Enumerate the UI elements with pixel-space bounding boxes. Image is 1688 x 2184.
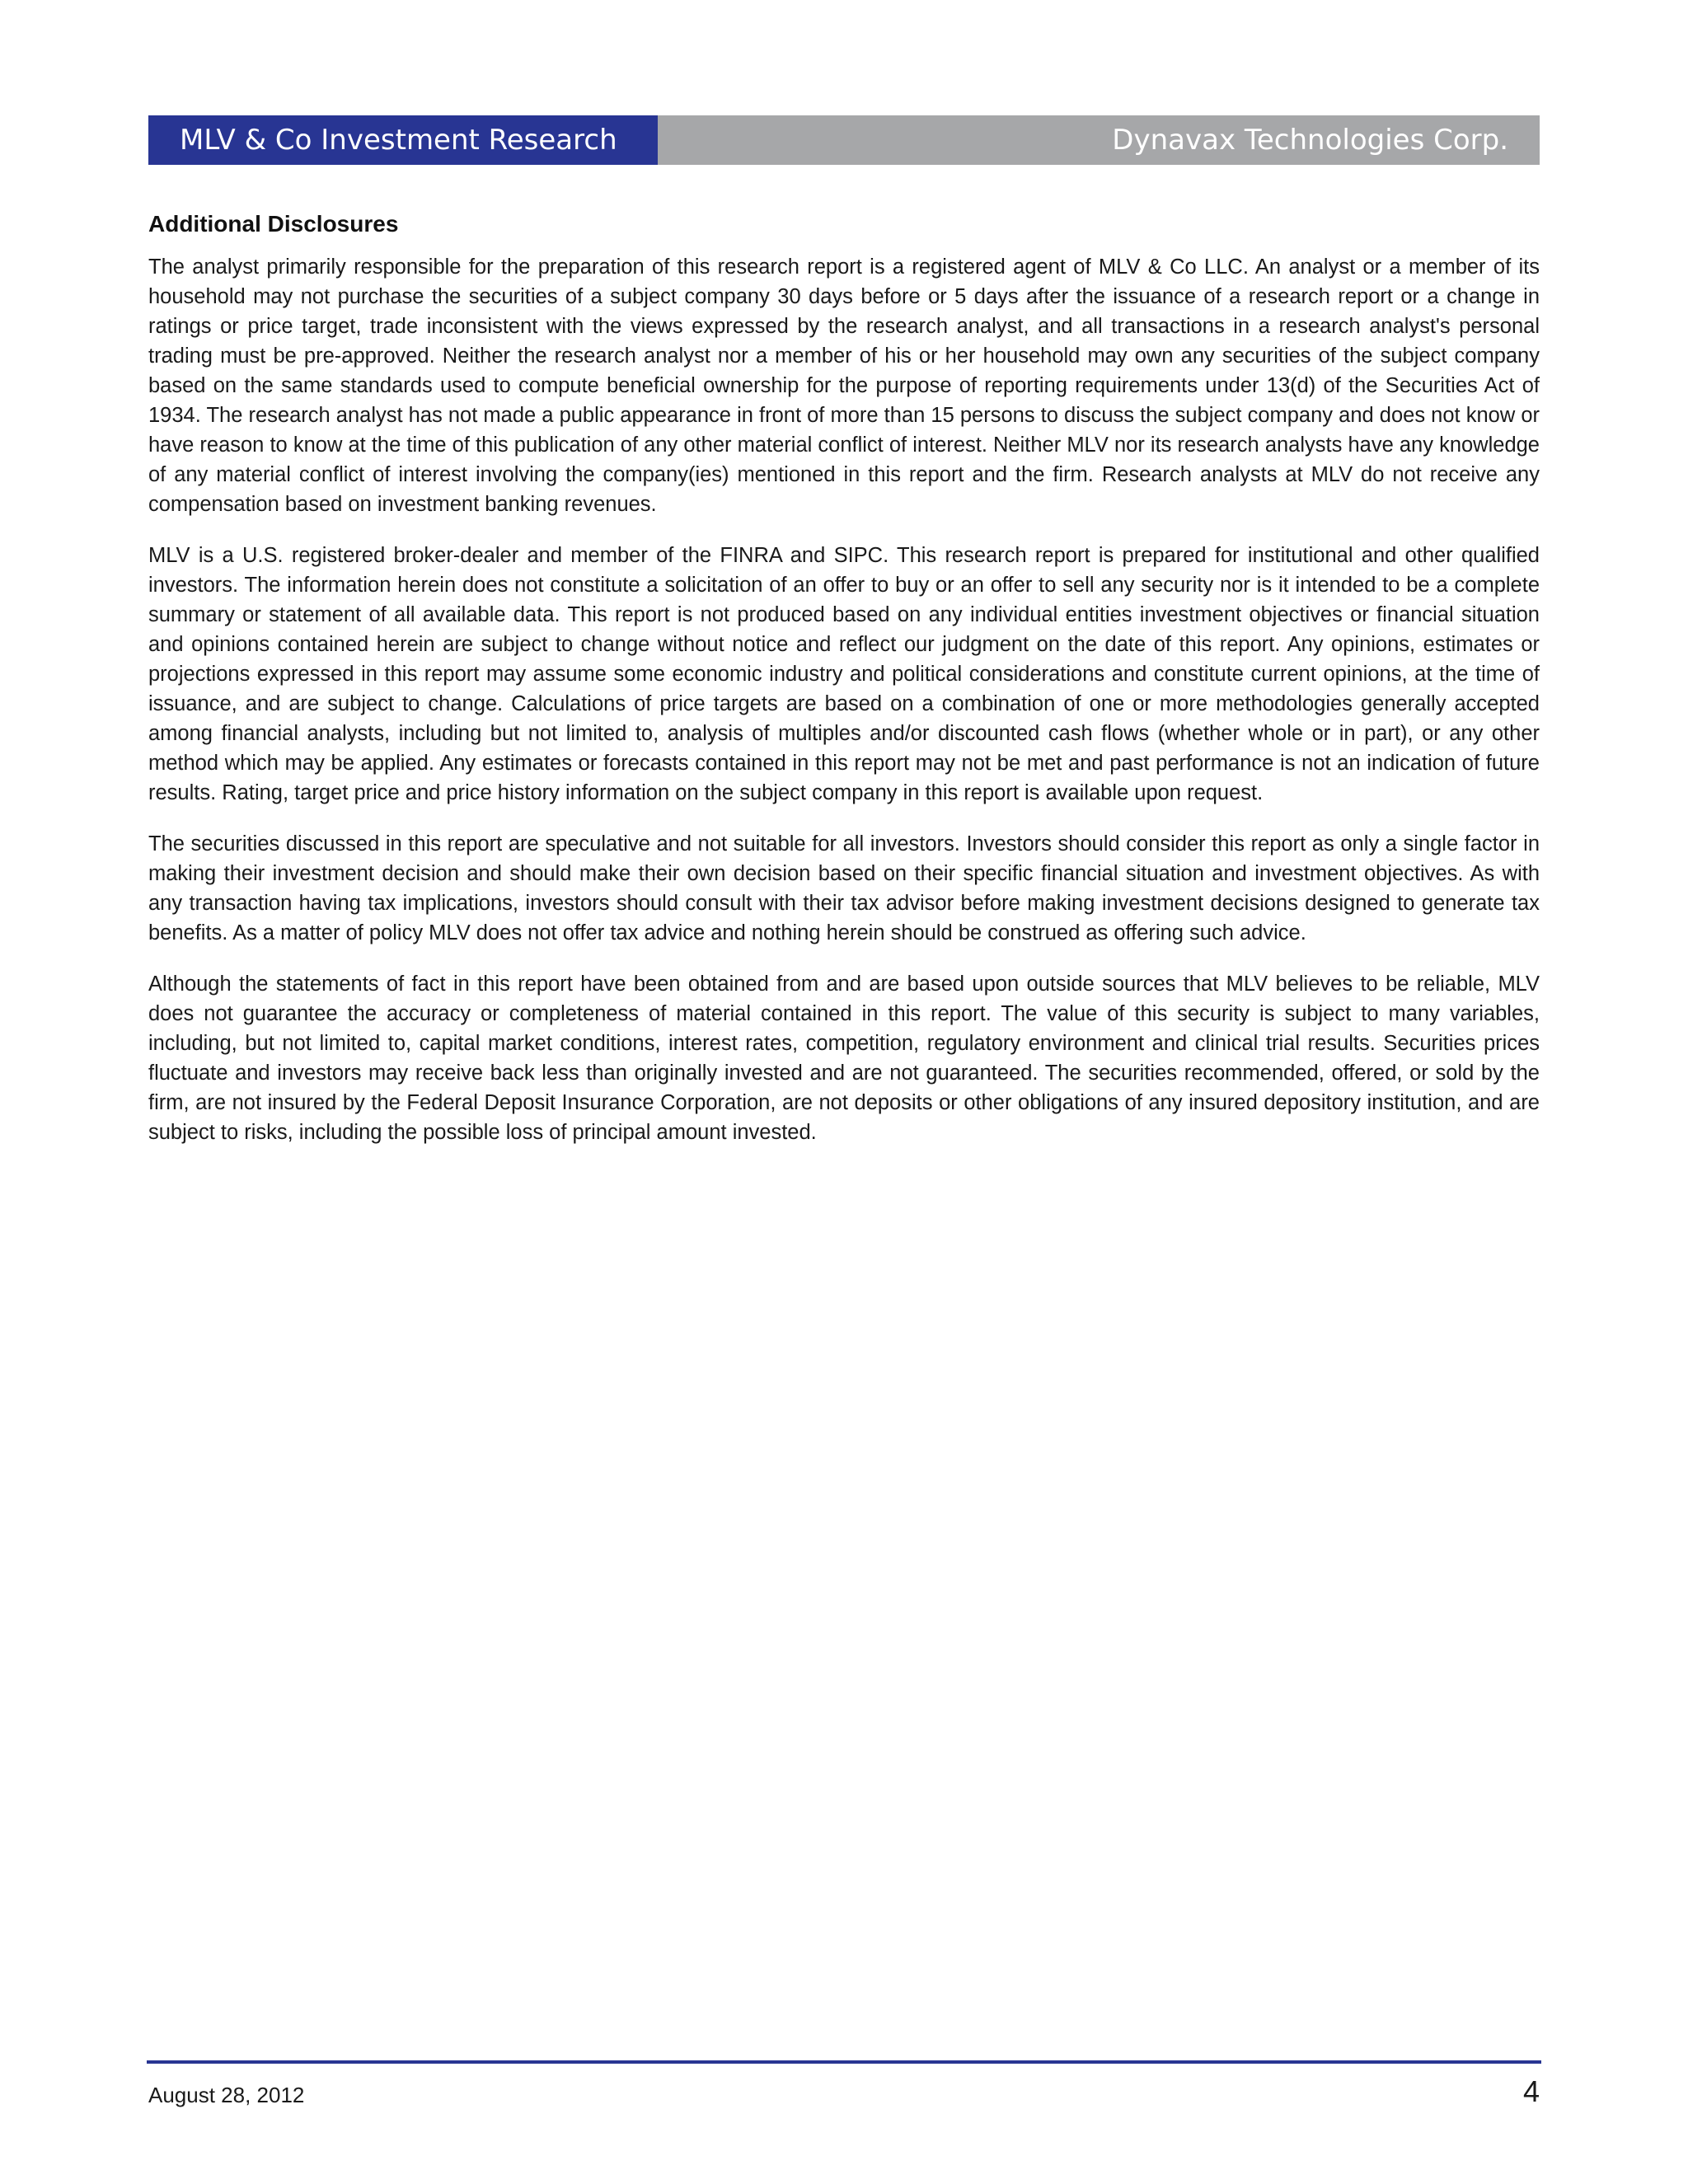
company-title: Dynavax Technologies Corp. [658, 115, 1540, 165]
disclosure-paragraph: MLV is a U.S. registered broker-dealer and member of the FINRA and SIPC. This research report is prepared for institutional and other qualified investors. The information herein does not constitute a solicitation of an offer to buy or an offer to sell any security nor is it intended to be a complete summary or statement of all available data. This report is not produced based on any individual entities investment objectives or financial situation and opinions contained herein are subject to change without notice and reflect our judgment on the date of this report. Any opinions, estimates or projections expressed in this report may assume some economic industry and political considerations and constitute current opinions, at the time of issuance, and are subject to change. Calculations of price targets are based on a combination of one or more methodologies generally accepted among financial analysts, including but not limited to, analysis of multiples and/or discounted cash flows (whether whole or in part), or any other method which may be applied. Any estimates or forecasts contained in this report may not be met and past performance is not an indication of future results. Rating, target price and price history information on the subject company in this report is available upon request. [148, 544, 1540, 804]
footer-date: August 28, 2012 [148, 2083, 305, 2107]
disclosure-paragraph: Although the statements of fact in this report have been obtained from and are based upon outside sources that MLV believes to be reliable, MLV does not guarantee the accuracy or completeness of material contained in this report. The value of this security is subject to many variables, including, but not limited to, capital market conditions, interest rates, competition, regulatory environment and clinical trial results. Securities prices fluctuate and investors may receive back less than originally invested and are not guaranteed. The securities recommended, offered, or sold by the firm, are not insured by the Federal Deposit Insurance Corporation, are not deposits or other obligations of any insured depository institution, and are subject to risks, including the possible loss of principal amount invested. [148, 972, 1540, 1144]
disclosures-section [148, 206, 1540, 1169]
disclosure-paragraph: The securities discussed in this report are speculative and not suitable for all investors. Investors should consider this report as only a single factor in making their investment decision and should make their own decision based on their specific financial situation and investment objectives. As with any transaction having tax implications, investors should consult with their tax advisor before making investment decisions designed to generate tax benefits. As a matter of policy MLV does not offer tax advice and nothing herein should be construed as offering such advice. [148, 832, 1540, 944]
disclosure-paragraph: The analyst primarily responsible for the preparation of this research report is a registered agent of MLV & Co LLC. An analyst or a member of its household may not purchase the securities of a subject company 30 days before or 5 days after the issuance of a research report or a change in ratings or price target, trade inconsistent with the views expressed by the research analyst, and all transactions in a research analyst's personal trading must be pre-approved. Neither the research analyst nor a member of his or her household may own any securities of the subject company based on the same standards used to compute beneficial ownership for the purpose of reporting requirements under 13(d) of the Securities Act of 1934. The research analyst has not made a public appearance in front of more than 15 persons to discuss the subject company and does not know or have reason to know at the time of this publication of any other material conflict of interest. Neither MLV nor its research analysts have any knowledge of any material conflict of interest involving the company(ies) mentioned in this report and the firm. Research analysts at MLV do not receive any compensation based on investment banking revenues. [148, 255, 1540, 516]
report-header [148, 115, 1540, 165]
firm-title: MLV & Co Investment Research [148, 115, 658, 165]
page-number: 4 [1522, 2074, 1540, 2108]
footer-divider [147, 2060, 1541, 2064]
section-title: Additional Disclosures [148, 211, 399, 237]
